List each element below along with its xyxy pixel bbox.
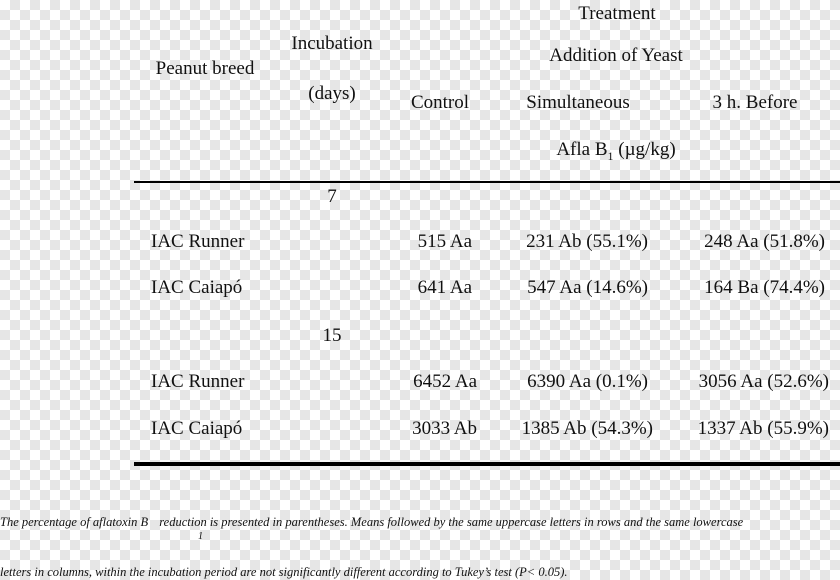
group-days: 15 [322,325,342,346]
row-control: 6452 Aa [413,371,477,392]
header-days: (days) [308,83,356,104]
row-3h-before: 1337 Ab (55.9%) [697,418,829,439]
footnote-line-1-start: The percentage of aflatoxin B [0,515,149,529]
row-3h-before: 164 Ba (74.4%) [704,277,825,298]
afla-prefix: Afla B [556,139,608,160]
footnote-line-1 [0,516,743,529]
row-3h-before: 3056 Aa (52.6%) [698,371,829,392]
row-simultaneous: 6390 Aa (0.1%) [527,371,648,392]
footnote-line-1-end: reduction is presented in parentheses. Means followed by the same uppercase letters in rows and the same lowercase [156,515,744,529]
header-afla-b1-unit [556,140,675,162]
footnote-line-2: letters in columns, within the incubation period are not significantly different according to Tukey’s test (P< 0.05). [0,565,568,579]
row-breed: IAC Runner [151,371,245,392]
header-control: Control [410,92,470,113]
row-simultaneous: 547 Aa (14.6%) [527,277,648,298]
header-simultaneous: Simultaneous [526,92,630,113]
row-control: 641 Aa [417,277,472,298]
header-3h-before: 3 h. Before [712,92,798,113]
row-breed: IAC Caiapó [151,277,243,298]
row-3h-before: 248 Aa (51.8%) [704,231,825,252]
header-peanut-breed: Peanut breed [155,58,255,79]
row-control: 3033 Ab [412,418,477,439]
footnote-subscript: 1 [198,531,203,542]
afla-unit: (µg/kg) [613,139,676,160]
header-addition-of-yeast: Addition of Yeast [549,45,683,66]
group-days: 7 [327,186,337,207]
afla-subscript: 1 [607,148,614,163]
row-simultaneous: 1385 Ab (54.3%) [521,418,653,439]
header-incubation: Incubation [291,33,373,54]
bottom-rule [134,462,840,466]
row-breed: IAC Caiapó [151,418,243,439]
header-treatment: Treatment [578,3,656,24]
top-rule [134,181,840,183]
row-simultaneous: 231 Ab (55.1%) [526,231,648,252]
row-breed: IAC Runner [151,231,245,252]
row-control: 515 Aa [417,231,472,252]
